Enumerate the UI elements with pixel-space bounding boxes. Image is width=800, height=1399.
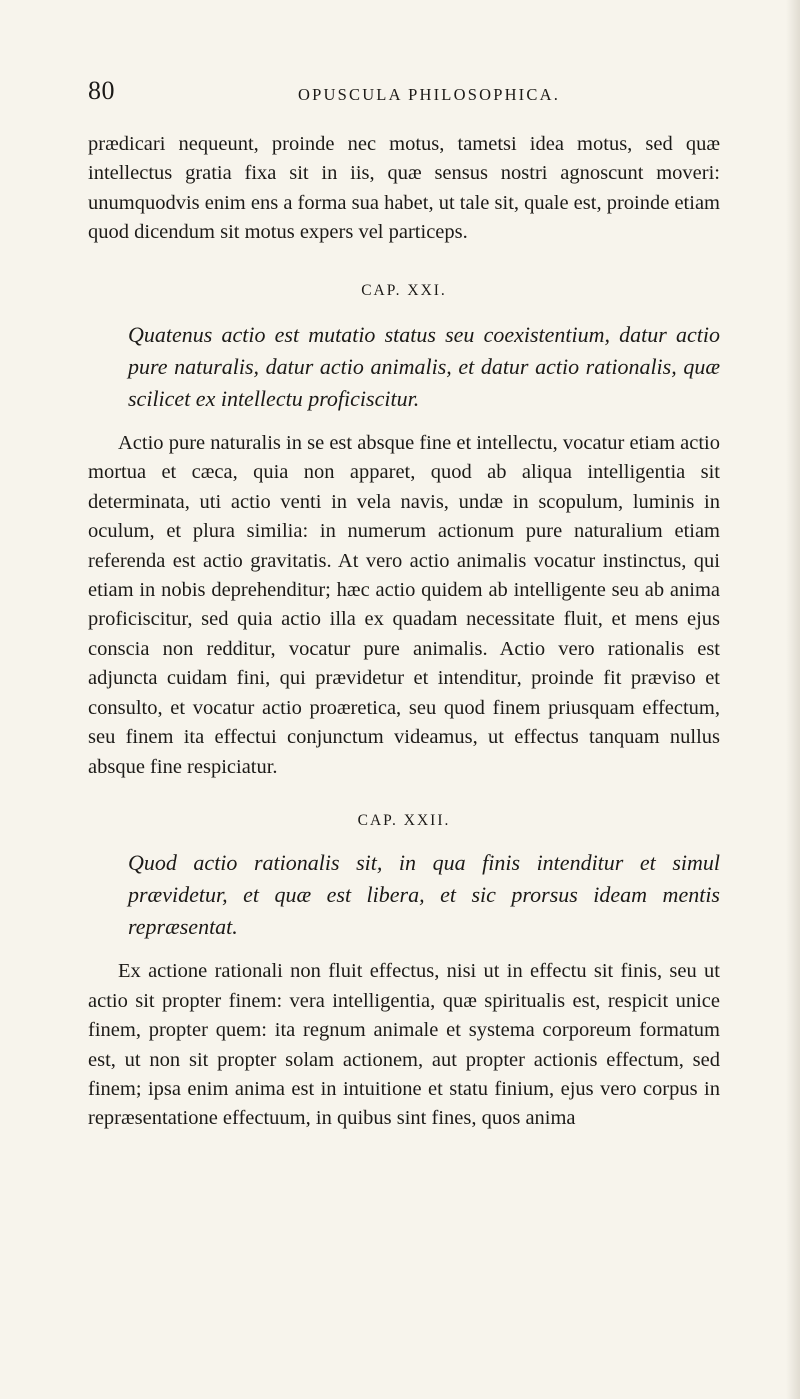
page-body: [88, 130, 720, 1134]
chapter-22-summary: Quod actio rationalis sit, in qua finis intenditur et simul prævidetur, et quæ est libera, et sic prorsus ideam mentis repræsentat.: [128, 850, 720, 940]
page-number: 80: [88, 76, 115, 105]
page-edge-shadow: [786, 0, 800, 1399]
chapter-22-paragraph: Ex actione rationali non fluit effectus, nisi ut in effectu sit finis, seu ut actio sit propter finem: vera intelligentia, quæ spiritualis est, respicit unice finem, propter quem: ita regnum animale et systema corporeum formatum est, ut non sit propter solam actionem, aut propter actionis effectum, sed finem; ipsa enim anima est in intuitione et statu finium, ejus vero corpus in repræsentatione effectuum, in quibus sint fines, quos anima: [88, 960, 720, 1130]
intro-paragraph: prædicari nequeunt, proinde nec motus, tametsi idea motus, sed quæ intellectus gratia fixa sit in iis, quæ sensus nostri agnoscunt moveri: unumquodvis enim ens a forma sua habet, ut tale sit, quale est, proinde etiam quod dicendum sit motus expers vel particeps.: [88, 133, 720, 244]
running-head: OPUSCULA PHILOSOPHICA.: [298, 85, 561, 104]
chapter-21-paragraph: Actio pure naturalis in se est absque fine et intellectu, vocatur etiam actio mortua et cæca, quia non apparet, quod ab aliqua intelligentia sit determinata, uti actio venti in vela navis, undæ in scopulum, luminis in oculum, et plura similia: in numerum actionum pure naturalium etiam referenda est actio gravitatis. At vero actio animalis vocatur instinctus, qui etiam in nobis deprehenditur; hæc actio quidem ab intelligente seu ab anima proficiscitur, sed quia actio illa ex quadam necessitate fluit, et mens ejus conscia non redditur, vocatur pure animalis. Actio vero rationalis est adjuncta cuidam fini, qui prævidetur et intenditur, proinde fit præviso et consulto, et vocatur actio proæretica, seu quod finem priusquam effectum, seu finem ita effectui conjunctum videamus, ut effectus tanquam nullus absque fine respiciatur.: [88, 432, 720, 778]
chapter-22-heading: CAP. XXII.: [357, 811, 451, 829]
chapter-21-heading: CAP. XXI.: [361, 281, 447, 299]
page-header: [88, 76, 720, 110]
chapter-21-summary: Quatenus actio est mutatio status seu coexistentium, datur actio pure naturalis, datur actio animalis, et datur actio rationalis, quæ scilicet ex intellectu proficiscitur.: [128, 322, 720, 412]
